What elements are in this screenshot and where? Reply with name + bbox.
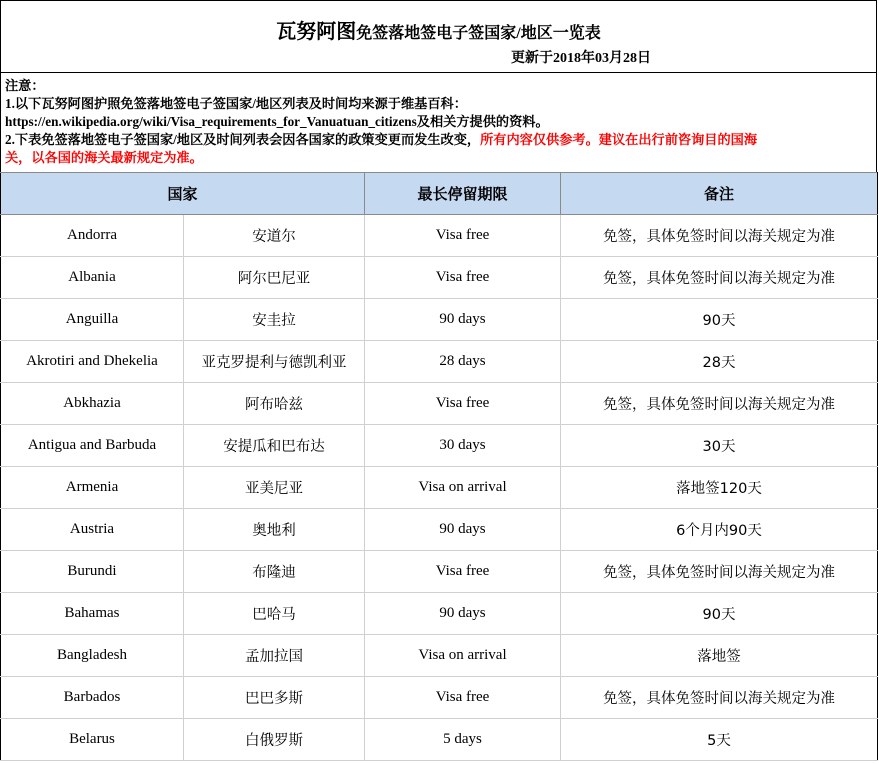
table-row: [1, 677, 878, 719]
cell-max-stay: 90 days: [365, 299, 561, 341]
cell-max-stay: Visa free: [365, 383, 561, 425]
notes-warning-text: 所有内容仅供参考。建议在出行前咨询目的国海: [480, 132, 758, 147]
cell-max-stay: Visa on arrival: [365, 467, 561, 509]
table-row: [1, 551, 878, 593]
cell-country-en: Belarus: [1, 719, 184, 761]
cell-country-cn: 亚美尼亚: [184, 467, 365, 509]
cell-country-cn: 亚克罗提利与德凯利亚: [184, 341, 365, 383]
cell-remark: 28天: [561, 341, 878, 383]
cell-remark: 6个月内90天: [561, 509, 878, 551]
cell-remark: 免签，具体免签时间以海关规定为准: [561, 551, 878, 593]
table-row: [1, 215, 878, 257]
cell-country-en: Austria: [1, 509, 184, 551]
cell-max-stay: 90 days: [365, 509, 561, 551]
cell-max-stay: Visa free: [365, 215, 561, 257]
cell-country-en: Albania: [1, 257, 184, 299]
table-row: [1, 467, 878, 509]
cell-remark: 免签，具体免签时间以海关规定为准: [561, 677, 878, 719]
cell-country-en: Akrotiri and Dhekelia: [1, 341, 184, 383]
cell-max-stay: Visa free: [365, 257, 561, 299]
notes-line-3-text: 2.下表免签落地签电子签国家/地区及时间列表会因各国家的政策变更而发生改变，: [5, 132, 481, 147]
cell-country-en: Barbados: [1, 677, 184, 719]
cell-max-stay: Visa free: [365, 551, 561, 593]
table-row: [1, 719, 878, 761]
header-remark: 备注: [561, 173, 878, 215]
header-country: 国家: [1, 173, 365, 215]
cell-country-cn: 阿尔巴尼亚: [184, 257, 365, 299]
notes-line-2: https://en.wikipedia.org/wiki/Visa_requirements_for_Vanuatuan_citizens及相关方提供的资料。: [5, 114, 549, 129]
cell-country-cn: 白俄罗斯: [184, 719, 365, 761]
table-row: [1, 509, 878, 551]
cell-remark: 5天: [561, 719, 878, 761]
cell-remark: 免签，具体免签时间以海关规定为准: [561, 383, 878, 425]
table-row: [1, 383, 878, 425]
page-title: [1, 15, 876, 44]
title-rest: 免签落地签电子签国家/地区一览表: [356, 25, 601, 42]
cell-country-cn: 巴哈马: [184, 593, 365, 635]
cell-max-stay: 28 days: [365, 341, 561, 383]
cell-max-stay: 5 days: [365, 719, 561, 761]
title-main: 瓦努阿图: [276, 21, 357, 43]
cell-country-cn: 布隆迪: [184, 551, 365, 593]
cell-remark: 落地签120天: [561, 467, 878, 509]
table-row: [1, 593, 878, 635]
cell-country-en: Antigua and Barbuda: [1, 425, 184, 467]
cell-remark: 90天: [561, 593, 878, 635]
notes-label: 注意：: [5, 78, 45, 93]
cell-country-cn: 巴巴多斯: [184, 677, 365, 719]
visa-table: [0, 172, 878, 761]
table-row: [1, 341, 878, 383]
cell-country-en: Andorra: [1, 215, 184, 257]
cell-country-cn: 安提瓜和巴布达: [184, 425, 365, 467]
cell-remark: 免签，具体免签时间以海关规定为准: [561, 215, 878, 257]
header-stay: 最长停留期限: [365, 173, 561, 215]
cell-max-stay: Visa free: [365, 677, 561, 719]
cell-country-cn: 孟加拉国: [184, 635, 365, 677]
table-row: [1, 257, 878, 299]
cell-country-cn: 安道尔: [184, 215, 365, 257]
cell-max-stay: 30 days: [365, 425, 561, 467]
cell-remark: 30天: [561, 425, 878, 467]
table-row: [1, 299, 878, 341]
cell-country-en: Burundi: [1, 551, 184, 593]
cell-remark: 90天: [561, 299, 878, 341]
cell-remark: 免签，具体免签时间以海关规定为准: [561, 257, 878, 299]
title-block: [0, 0, 877, 72]
cell-country-en: Armenia: [1, 467, 184, 509]
cell-country-en: Anguilla: [1, 299, 184, 341]
table-row: [1, 635, 878, 677]
notes-line-3: [5, 131, 872, 149]
updated-date: 更新于2018年03月28日: [511, 51, 651, 66]
cell-country-en: Abkhazia: [1, 383, 184, 425]
cell-country-cn: 阿布哈兹: [184, 383, 365, 425]
notes-line-1: 1.以下瓦努阿图护照免签落地签电子签国家/地区列表及时间均来源于维基百科：: [5, 96, 467, 111]
cell-country-en: Bangladesh: [1, 635, 184, 677]
table-row: [1, 425, 878, 467]
notes-block: [0, 72, 877, 172]
table-header-row: [1, 173, 878, 215]
cell-country-cn: 安圭拉: [184, 299, 365, 341]
cell-remark: 落地签: [561, 635, 878, 677]
cell-max-stay: Visa on arrival: [365, 635, 561, 677]
cell-max-stay: 90 days: [365, 593, 561, 635]
cell-country-cn: 奥地利: [184, 509, 365, 551]
cell-country-en: Bahamas: [1, 593, 184, 635]
notes-line-4: 关，以各国的海关最新规定为准。: [5, 150, 203, 165]
